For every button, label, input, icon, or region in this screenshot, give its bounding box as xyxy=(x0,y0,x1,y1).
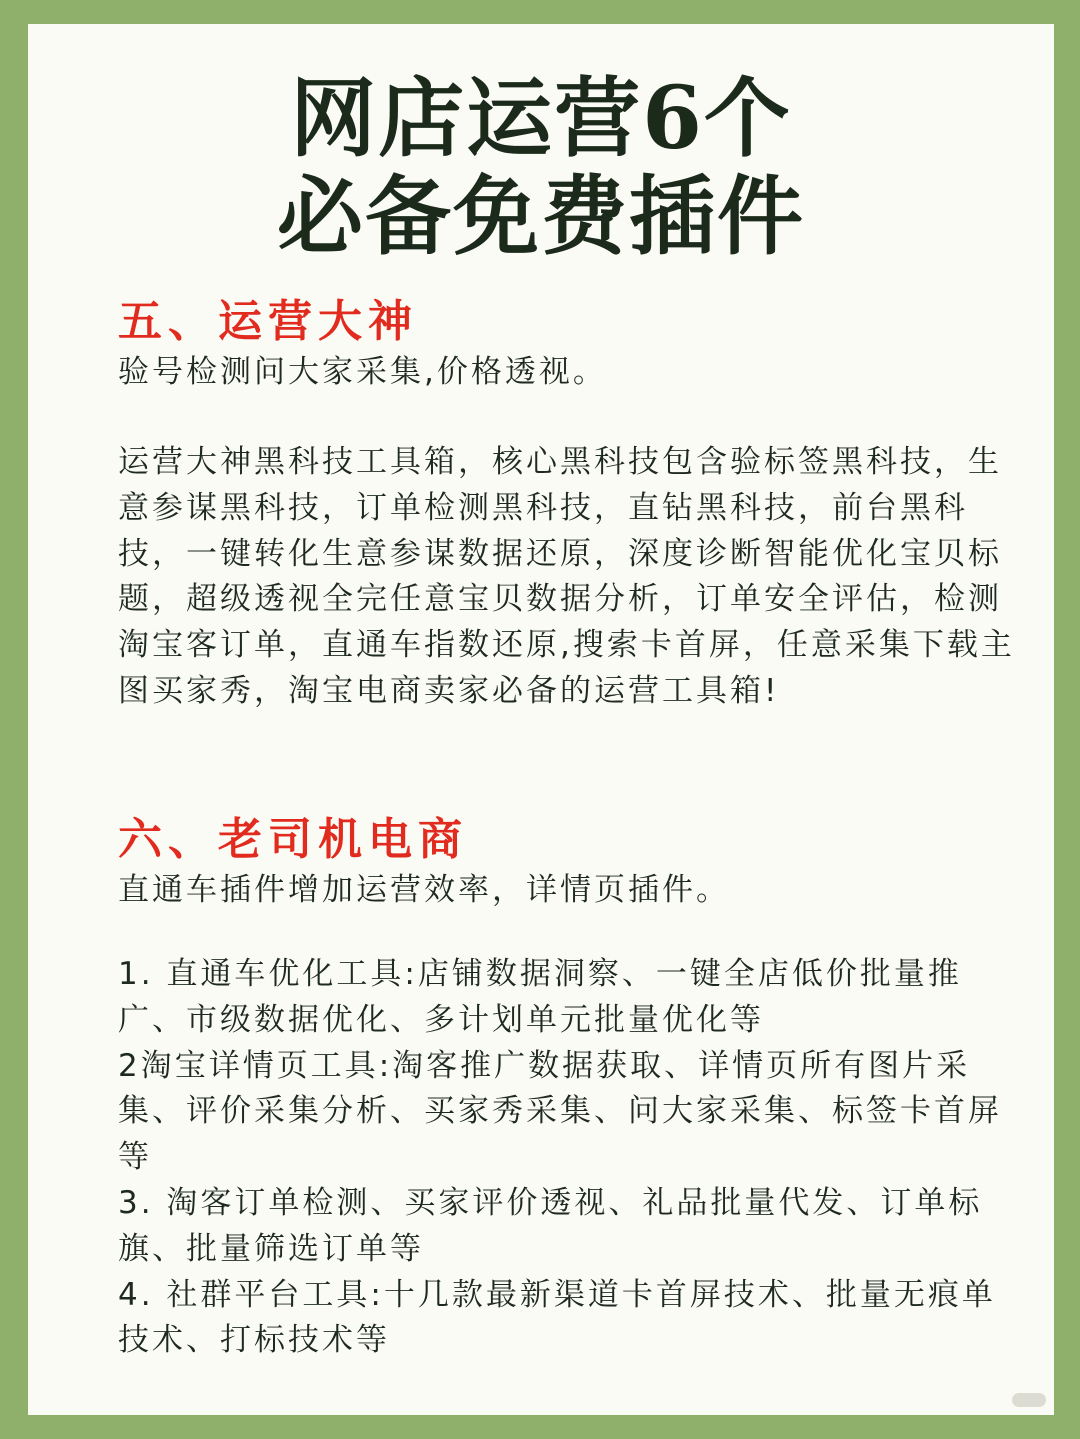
title-line-2: 必备免费插件 xyxy=(277,166,805,267)
title-line-1: 网店运营6个 xyxy=(290,68,792,169)
list-item: 4. 社群平台工具:十几款最新渠道卡首屏技术、批量无痕单技术、打标技术等 xyxy=(118,1276,996,1359)
list-item: 1. 直通车优化工具:店铺数据洞察、一键全店低价批量推广、市级数据优化、多计划单元批量优化等 xyxy=(118,956,962,1038)
list-item: 3. 淘客订单检测、买家评价透视、礼品批量代发、订单标旗、批量筛选订单等 xyxy=(118,1184,983,1267)
list-item: 2淘宝详情页工具:淘客推广数据获取、详情页所有图片采集、评价采集分析、买家秀采集、问大家采集、标签卡首屏等 xyxy=(118,1047,1002,1176)
section-five-heading: 五、运营大神 xyxy=(118,296,418,347)
section-six-list xyxy=(118,952,1018,1364)
section-six-summary: 直通车插件增加运营效率，详情页插件。 xyxy=(118,872,730,908)
page-title xyxy=(28,70,1054,266)
section-five-summary: 验号检测问大家采集,价格透视。 xyxy=(118,354,607,390)
watermark-badge xyxy=(1012,1393,1046,1407)
section-six-heading: 六、老司机电商 xyxy=(118,814,468,865)
section-six xyxy=(118,814,1018,1364)
content-card xyxy=(28,24,1054,1415)
section-five xyxy=(118,296,1018,715)
section-five-body: 运营大神黑科技工具箱，核心黑科技包含验标签黑科技，生意参谋黑科技，订单检测黑科技，直钻黑科技，前台黑科技，一键转化生意参谋数据还原，深度诊断智能优化宝贝标题，超级透视全完任意宝贝数据分析，订单安全评估，检测淘宝客订单，直通车指数还原,搜索卡首屏，任意采集下载主图买家秀，淘宝电商卖家必备的运营工具箱! xyxy=(118,444,1015,709)
